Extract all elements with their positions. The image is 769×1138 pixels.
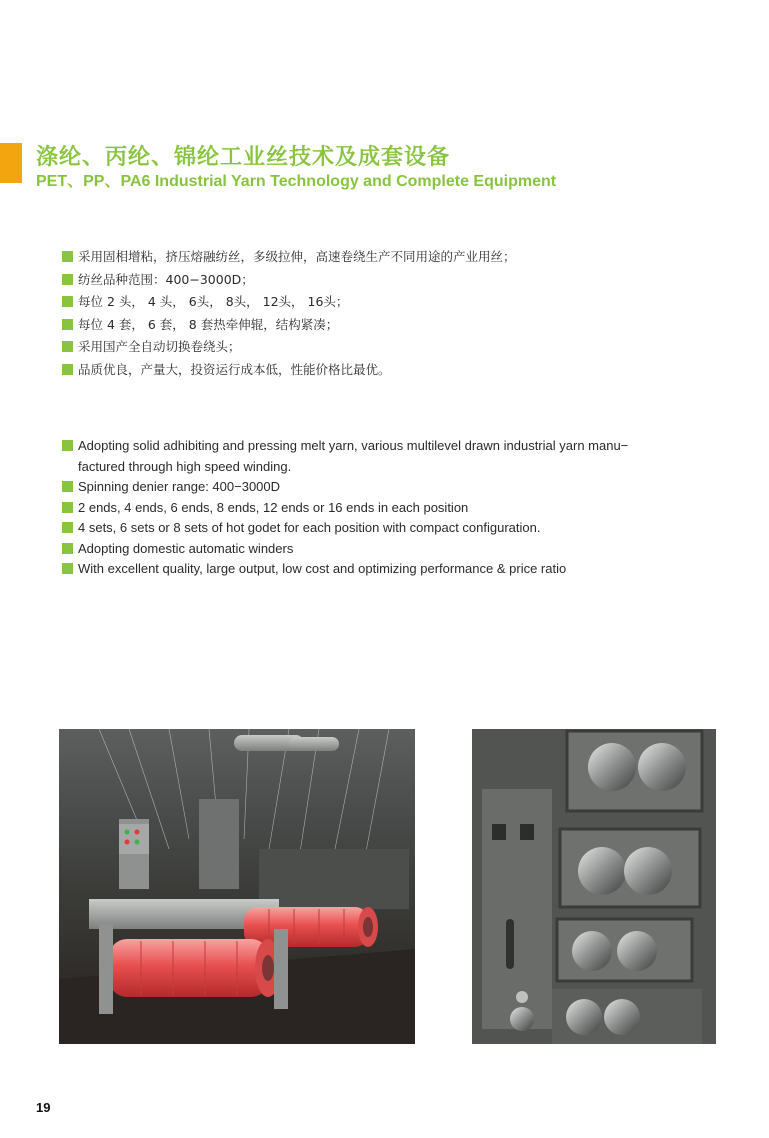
green-bullet-icon bbox=[62, 364, 73, 375]
green-bullet-icon bbox=[62, 296, 73, 307]
section-title-en: PET、PP、PA6 Industrial Yarn Technology and Complete Equipment bbox=[36, 173, 557, 190]
green-bullet-icon bbox=[62, 543, 73, 554]
green-bullet-icon bbox=[62, 502, 73, 513]
list-item-continuation: factured through high speed winding. bbox=[78, 458, 292, 474]
section-accent-bar bbox=[0, 143, 22, 183]
list-item bbox=[62, 246, 516, 269]
list-item-text: 4 sets, 6 sets or 8 sets of hot godet for each position with compact configuration. bbox=[78, 520, 541, 535]
green-bullet-icon bbox=[62, 522, 73, 533]
godet-unit-photo bbox=[472, 729, 716, 1044]
list-item bbox=[62, 498, 702, 519]
green-bullet-icon bbox=[62, 319, 73, 330]
list-item bbox=[62, 559, 702, 580]
section-title-cn: 涤纶、丙纶、锦纶工业丝技术及成套设备 bbox=[36, 145, 451, 170]
green-bullet-icon bbox=[62, 251, 73, 262]
list-item bbox=[62, 359, 516, 382]
list-item-text: 2 ends, 4 ends, 6 ends, 8 ends, 12 ends or 16 ends in each position bbox=[78, 499, 469, 515]
green-bullet-icon bbox=[62, 481, 73, 492]
green-bullet-icon bbox=[62, 341, 73, 352]
list-item-text: 采用国产全自动切换卷绕头； bbox=[78, 339, 241, 354]
list-item-text: 品质优良，产量大，投资运行成本低，性能价格比最优。 bbox=[78, 361, 391, 377]
list-item bbox=[62, 477, 702, 498]
list-item-text: 每位 4 套， 6 套， 8 套热牵伸辊，结构紧凑； bbox=[78, 316, 339, 332]
winding-machine-photo bbox=[59, 729, 415, 1044]
green-bullet-icon bbox=[62, 563, 73, 574]
list-item bbox=[62, 291, 516, 314]
feature-list-en bbox=[62, 436, 702, 580]
list-item bbox=[62, 518, 702, 539]
list-item bbox=[62, 436, 702, 457]
page-number: 19 bbox=[36, 1100, 51, 1115]
list-item-text: Spinning denier range: 400−3000D bbox=[78, 479, 281, 494]
list-item-text: With excellent quality, large output, low cost and optimizing performance & price ratio bbox=[78, 561, 567, 576]
list-item-text: 纺丝品种范围：400−3000D； bbox=[78, 271, 254, 287]
list-item-text: Adopting domestic automatic winders bbox=[78, 540, 294, 556]
list-item bbox=[62, 314, 516, 337]
list-item bbox=[62, 336, 516, 359]
list-item-text: 采用固相增粘，挤压熔融纺丝，多级拉伸，高速卷绕生产不同用途的产业用丝； bbox=[78, 249, 516, 264]
feature-list-cn bbox=[62, 246, 516, 381]
green-bullet-icon bbox=[62, 440, 73, 451]
list-item-text: Adopting solid adhibiting and pressing melt yarn, various multilevel drawn industrial yarn manu− bbox=[78, 438, 629, 453]
list-item bbox=[62, 539, 702, 560]
green-bullet-icon bbox=[62, 274, 73, 285]
list-item bbox=[62, 269, 516, 292]
list-item-text: 每位 2 头， 4 头， 6头， 8头， 12头， 16头； bbox=[78, 294, 349, 309]
